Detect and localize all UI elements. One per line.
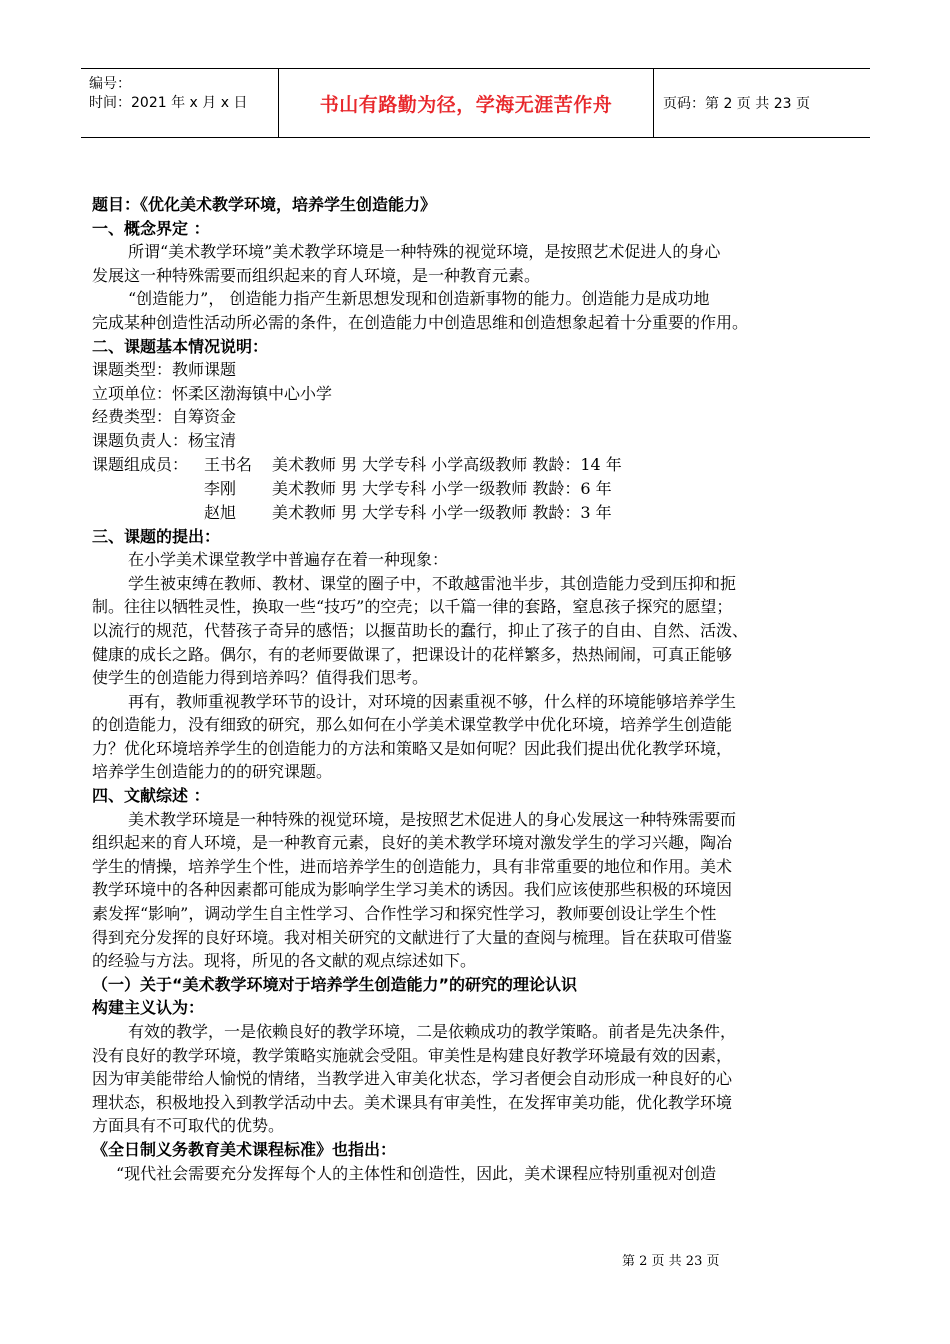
subsection-subheading: 构建主义认为：: [92, 998, 205, 1018]
paragraph-line: 的创造能力，没有细致的研究，那么如何在小学美术课堂教学中优化环境，培养学生创造能: [92, 715, 733, 735]
section-heading-overview: 二、课题基本情况说明：: [92, 336, 269, 356]
paragraph-line: “现代社会需要充分发挥每个人的主体性和创造性，因此，美术课程应特别重视对创造: [116, 1163, 717, 1183]
project-leader: 课题负责人：杨宝清: [92, 430, 237, 450]
paragraph-line: 因为审美能带给人愉悦的情绪，当教学进入审美化状态，学习者便会自动形成一种良好的心: [92, 1069, 733, 1089]
section-heading-literature: 四、文献综述 ：: [92, 786, 210, 806]
header-motto: 书山有路勤为径，学海无涯苦作舟: [319, 93, 613, 116]
member-name: 李刚: [204, 478, 237, 498]
paragraph-line: 所谓“美术教学环境”美术教学环境是一种特殊的视觉环境，是按照艺术促进人的身心: [128, 242, 721, 262]
subsection-heading: （一）关于“美术教学环境对于培养学生创造能力”的研究的理论认识: [92, 974, 578, 994]
paragraph-line: 制。往往以牺牲灵性，换取一些“技巧”的空壳；以千篇一律的套路，窒息孩子探究的愿望；: [92, 597, 733, 617]
curriculum-standard-heading: 《全日制义务教育美术课程标准》也指出：: [92, 1139, 397, 1159]
paragraph-line: 的经验与方法。现将，所见的各文献的观点综述如下。: [92, 951, 477, 971]
paragraph-line: 学生的情操，培养学生个性，进而培养学生的创造能力，具有非常重要的地位和作用。美术: [92, 856, 733, 876]
paragraph-line: 组织起来的育人环境，是一种教育元素，良好的美术教学环境对激发学生的学习兴趣，陶冶: [92, 833, 733, 853]
paragraph-line: 培养学生创造能力的的研究课题。: [92, 762, 333, 782]
paragraph-line: 使学生的创造能力得到培养吗？值得我们思考。: [92, 668, 429, 688]
project-type: 课题类型：教师课题: [92, 360, 237, 380]
paragraph-line: 以流行的规范，代替孩子奇异的感悟；以揠苗助长的蠢行，抑止了孩子的自由、自然、活泼、: [92, 620, 749, 640]
paragraph-line: 发展这一种特殊需要而组织起来的育人环境，是一种教育元素。: [92, 265, 541, 285]
document-number-label: 编号：: [89, 76, 131, 92]
paragraph-line: 完成某种创造性活动所必需的条件，在创造能力中创造思维和创造想象起着十分重要的作用。: [92, 312, 749, 332]
paragraph-line: 素发挥“影响”，调动学生自主性学习、合作性学习和探究性学习，教师要创设让学生个性: [92, 904, 717, 924]
paragraph-line: 教学环境中的各种因素都可能成为影响学生学习美术的诱因。我们应该使那些积极的环境因: [92, 880, 733, 900]
paragraph-line: 美术教学环境是一种特殊的视觉环境，是按照艺术促进人的身心发展这一种特殊需要而: [128, 809, 737, 829]
header-page-info: 页码：第 2 页 共 23 页: [663, 96, 810, 112]
member-name: 王书名: [204, 454, 253, 474]
members-label: 课题组成员：: [92, 454, 189, 474]
paragraph-line: 方面具有不可取代的优势。: [92, 1116, 285, 1136]
paragraph-line: 学生被束缚在教师、教材、课堂的圈子中，不敢越雷池半步，其创造能力受到压抑和扼: [128, 573, 737, 593]
paragraph-line: 得到充分发挥的良好环境。我对相关研究的文献进行了大量的查阅与梳理。旨在获取可借鉴: [92, 927, 733, 947]
paragraph-line: “创造能力”， 创造能力指产生新思想发现和创造新事物的能力。创造能力是成功地: [128, 289, 710, 309]
project-funding: 经费类型：自筹资金: [92, 407, 237, 427]
paragraph-line: 在小学美术课堂教学中普遍存在着一种现象：: [128, 550, 449, 570]
paragraph-line: 再有，教师重视教学环节的设计，对环境的因素重视不够，什么样的环境能够培养学生: [128, 691, 737, 711]
document-date: 时间：2021 年 x 月 x 日: [89, 95, 248, 111]
paragraph-line: 有效的教学，一是依赖良好的教学环境，二是依赖成功的教学策略。前者是先决条件，: [128, 1022, 737, 1041]
member-details: 美术教师 男 大学专科 小学一级教师 教龄：6 年: [272, 478, 612, 498]
member-details: 美术教师 男 大学专科 小学一级教师 教龄：3 年: [272, 502, 612, 522]
member-row: [92, 453, 870, 477]
member-details: 美术教师 男 大学专科 小学高级教师 教龄：14 年: [272, 454, 622, 474]
page-footer: 第 2 页 共 23 页: [622, 1254, 720, 1269]
section-heading-proposal: 三、课题的提出：: [92, 526, 221, 546]
document-title: 题目：《优化美术教学环境，培养学生创造能力》: [92, 195, 437, 214]
header-meta-cell: [81, 69, 279, 137]
document-body: [92, 193, 870, 1185]
member-row: [92, 477, 870, 501]
paragraph-line: 理状态，积极地投入到教学活动中去。美术课具有审美性，在发挥审美功能，优化教学环境: [92, 1092, 733, 1112]
project-unit: 立项单位：怀柔区渤海镇中心小学: [92, 383, 333, 403]
paragraph-line: 力？优化环境培养学生的创造能力的方法和策略又是如何呢？因此我们提出优化教学环境，: [92, 738, 733, 758]
header-motto-cell: [279, 69, 654, 137]
member-name: 赵旭: [204, 502, 237, 522]
paragraph-line: 没有良好的教学环境，教学策略实施就会受阻。审美性是构建良好教学环境最有效的因素，: [92, 1045, 733, 1065]
section-heading-concepts: 一、概念界定 ：: [92, 218, 210, 238]
paragraph-line: 健康的成长之路。偶尔，有的老师要做课了，把课设计的花样繁多，热热闹闹，可真正能够: [92, 644, 733, 664]
member-row: [92, 501, 870, 525]
page-header: [81, 68, 870, 138]
